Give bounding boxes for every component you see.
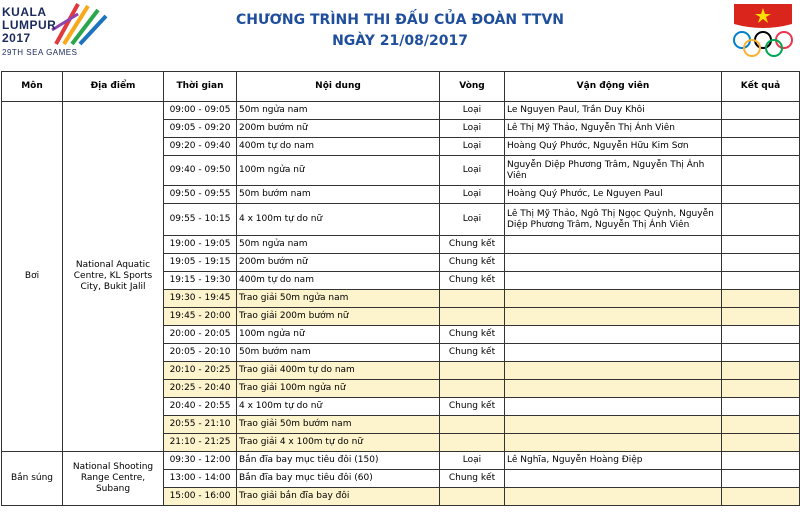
athletes-cell: Lê Thị Mỹ Thảo, Ngô Thị Ngọc Quỳnh, Nguyễn Diệp Phương Trâm, Nguyễn Thị Ánh Viên [505, 204, 722, 236]
table-header-row [2, 72, 800, 102]
athletes-cell [505, 254, 722, 272]
result-cell [722, 120, 800, 138]
time-cell: 19:15 - 19:30 [164, 272, 237, 290]
content-cell: 100m ngửa nữ [237, 156, 440, 186]
header-round: Vòng [440, 72, 505, 102]
content-cell: 50m bướm nam [237, 344, 440, 362]
athletes-cell: Le Nguyen Paul, Trần Duy Khôi [505, 102, 722, 120]
athletes-cell [505, 434, 722, 452]
result-cell [722, 254, 800, 272]
round-cell: Chung kết [440, 272, 505, 290]
header-time: Thời gian [164, 72, 237, 102]
schedule-table [1, 71, 800, 506]
time-cell: 13:00 - 14:00 [164, 470, 237, 488]
round-cell: Loại [440, 120, 505, 138]
time-cell: 19:05 - 19:15 [164, 254, 237, 272]
table-row [2, 102, 800, 120]
round-cell: Loại [440, 186, 505, 204]
athletes-cell [505, 236, 722, 254]
athletes-cell [505, 326, 722, 344]
content-cell: Trao giải 50m bướm nam [237, 416, 440, 434]
content-cell: 50m ngửa nam [237, 236, 440, 254]
result-cell [722, 452, 800, 470]
result-cell [722, 290, 800, 308]
result-cell [722, 380, 800, 398]
result-cell [722, 398, 800, 416]
time-cell: 15:00 - 16:00 [164, 488, 237, 506]
round-cell: Chung kết [440, 470, 505, 488]
sport-cell: Bắn súng [2, 452, 63, 506]
content-cell: 400m tự do nam [237, 138, 440, 156]
content-cell: 50m ngửa nam [237, 102, 440, 120]
time-cell: 19:30 - 19:45 [164, 290, 237, 308]
athletes-cell: Nguyễn Diệp Phương Trâm, Nguyễn Thị Ánh Viên [505, 156, 722, 186]
round-cell: Chung kết [440, 254, 505, 272]
round-cell [440, 434, 505, 452]
content-cell: 200m bướm nữ [237, 120, 440, 138]
logo-text-line2: LUMPUR [2, 18, 57, 32]
athletes-cell: Hoàng Quý Phước, Nguyễn Hữu Kim Sơn [505, 138, 722, 156]
time-cell: 19:00 - 19:05 [164, 236, 237, 254]
time-cell: 09:20 - 09:40 [164, 138, 237, 156]
athletes-cell [505, 290, 722, 308]
time-cell: 21:10 - 21:25 [164, 434, 237, 452]
round-cell [440, 308, 505, 326]
content-cell: 50m bướm nam [237, 186, 440, 204]
athletes-cell [505, 272, 722, 290]
athletes-cell: Lê Nghĩa, Nguyễn Hoàng Điệp [505, 452, 722, 470]
result-cell [722, 308, 800, 326]
result-cell [722, 470, 800, 488]
content-cell: Trao giải 4 x 100m tự do nữ [237, 434, 440, 452]
round-cell: Loại [440, 204, 505, 236]
athletes-cell [505, 488, 722, 506]
content-cell: Trao giải 200m bướm nữ [237, 308, 440, 326]
athletes-cell [505, 380, 722, 398]
table-row [2, 452, 800, 470]
time-cell: 20:55 - 21:10 [164, 416, 237, 434]
round-cell: Chung kết [440, 344, 505, 362]
content-cell: Bắn đĩa bay mục tiêu đôi (150) [237, 452, 440, 470]
content-cell: Trao giải 400m tự do nam [237, 362, 440, 380]
round-cell [440, 488, 505, 506]
round-cell: Chung kết [440, 326, 505, 344]
result-cell [722, 488, 800, 506]
result-cell [722, 362, 800, 380]
header-location: Địa điểm [63, 72, 164, 102]
result-cell [722, 434, 800, 452]
result-cell [722, 344, 800, 362]
content-cell: Trao giải bắn đĩa bay đôi [237, 488, 440, 506]
content-cell: Bắn đĩa bay mục tiêu đôi (60) [237, 470, 440, 488]
time-cell: 20:00 - 20:05 [164, 326, 237, 344]
logo-text-line1: KUALA [2, 5, 47, 19]
athletes-cell [505, 308, 722, 326]
round-cell: Loại [440, 156, 505, 186]
logo-text-line3: 2017 [2, 31, 31, 45]
athletes-cell: Hoàng Quý Phước, Le Nguyen Paul [505, 186, 722, 204]
time-cell: 19:45 - 20:00 [164, 308, 237, 326]
content-cell: 400m tự do nam [237, 272, 440, 290]
result-cell [722, 138, 800, 156]
result-cell [722, 326, 800, 344]
page-title: CHƯƠNG TRÌNH THI ĐẤU CỦA ĐOÀN TTVN [235, 12, 564, 28]
location-cell: National Aquatic Centre, KL Sports City, Bukit Jalil [63, 102, 164, 452]
result-cell [722, 186, 800, 204]
athletes-cell [505, 398, 722, 416]
round-cell [440, 290, 505, 308]
round-cell: Chung kết [440, 398, 505, 416]
header-athletes: Vận động viên [505, 72, 722, 102]
vietnam-olympic-flag-icon [728, 2, 798, 64]
time-cell: 20:10 - 20:25 [164, 362, 237, 380]
round-cell: Loại [440, 138, 505, 156]
location-cell: National Shooting Range Centre, Subang [63, 452, 164, 506]
header-result: Kết quả [722, 72, 800, 102]
round-cell: Loại [440, 452, 505, 470]
round-cell [440, 416, 505, 434]
header-content: Nội dung [237, 72, 440, 102]
result-cell [722, 236, 800, 254]
result-cell [722, 272, 800, 290]
time-cell: 09:05 - 09:20 [164, 120, 237, 138]
time-cell: 09:30 - 12:00 [164, 452, 237, 470]
result-cell [722, 416, 800, 434]
athletes-cell: Lê Thị Mỹ Thảo, Nguyễn Thị Ánh Viên [505, 120, 722, 138]
content-cell: Trao giải 50m ngửa nam [237, 290, 440, 308]
sea-games-logo [0, 0, 110, 62]
page-date: NGÀY 21/08/2017 [332, 33, 468, 49]
result-cell [722, 156, 800, 186]
round-cell [440, 362, 505, 380]
content-cell: 100m ngửa nữ [237, 326, 440, 344]
logo-text-line4: 29TH SEA GAMES [2, 48, 78, 57]
time-cell: 09:40 - 09:50 [164, 156, 237, 186]
time-cell: 09:50 - 09:55 [164, 186, 237, 204]
athletes-cell [505, 344, 722, 362]
athletes-cell [505, 470, 722, 488]
athletes-cell [505, 416, 722, 434]
result-cell [722, 102, 800, 120]
time-cell: 20:40 - 20:55 [164, 398, 237, 416]
content-cell: 4 x 100m tự do nữ [237, 204, 440, 236]
sport-cell: Bơi [2, 102, 63, 452]
time-cell: 20:25 - 20:40 [164, 380, 237, 398]
time-cell: 09:00 - 09:05 [164, 102, 237, 120]
athletes-cell [505, 362, 722, 380]
round-cell [440, 380, 505, 398]
time-cell: 09:55 - 10:15 [164, 204, 237, 236]
result-cell [722, 204, 800, 236]
content-cell: Trao giải 100m ngửa nữ [237, 380, 440, 398]
content-cell: 4 x 100m tự do nữ [237, 398, 440, 416]
content-cell: 200m bướm nữ [237, 254, 440, 272]
round-cell: Loại [440, 102, 505, 120]
time-cell: 20:05 - 20:10 [164, 344, 237, 362]
round-cell: Chung kết [440, 236, 505, 254]
header-mon: Môn [2, 72, 63, 102]
